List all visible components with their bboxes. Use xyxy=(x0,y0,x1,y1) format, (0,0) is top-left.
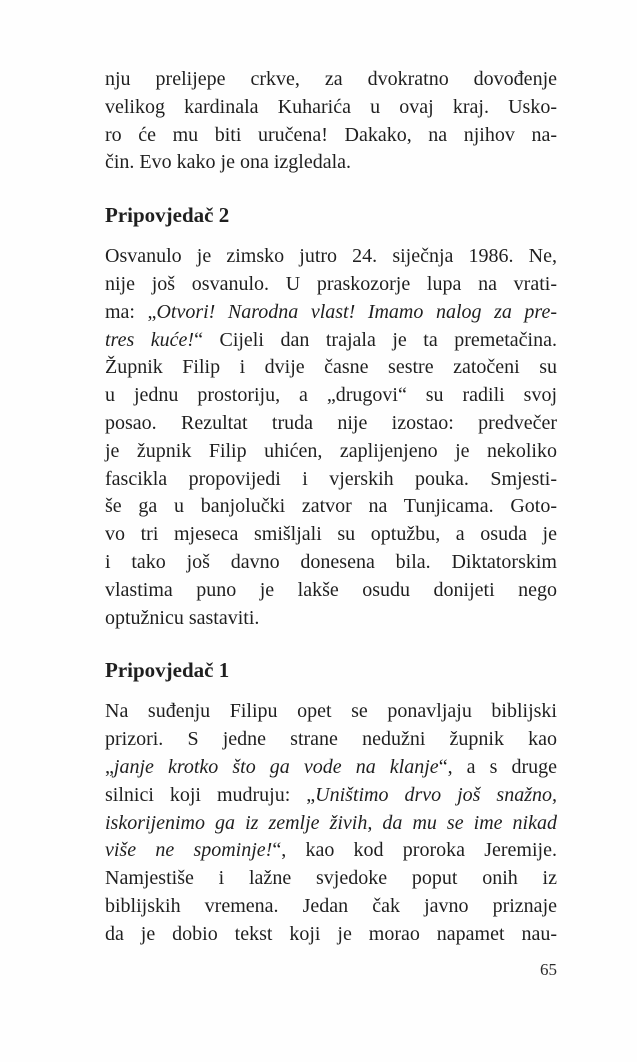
text-line xyxy=(105,66,557,94)
italic-text-segment: više ne spominje! xyxy=(105,839,273,862)
italic-text-segment: tres kuće! xyxy=(105,328,195,351)
text-line xyxy=(105,782,557,810)
italic-text-segment: Otvori! Narodna vlast! Imamo nalog za pre- xyxy=(156,300,557,323)
text-line xyxy=(105,122,557,150)
text-line xyxy=(105,271,557,299)
text-segment: prizori. S jedne strane nedužni župnik kao xyxy=(105,728,557,751)
paragraph-pripovjedac-1 xyxy=(105,698,557,948)
text-line xyxy=(105,354,557,382)
text-segment: fascikla propovijedi i vjerskih pouka. Smjesti- xyxy=(105,467,557,490)
text-line xyxy=(105,810,557,838)
italic-text-segment: iskorijenimo ga iz zemlje živih, da mu se ime nikad xyxy=(105,811,557,834)
text-line xyxy=(105,94,557,122)
text-line xyxy=(105,327,557,355)
paragraph-pripovjedac-2 xyxy=(105,243,557,632)
text-segment: optužnicu sastaviti. xyxy=(105,606,260,629)
text-line xyxy=(105,837,557,865)
text-segment: Župnik Filip i dvije časne sestre zatočeni su xyxy=(105,356,557,379)
heading-pripovjedac-2: Pripovjedač 2 xyxy=(105,203,230,228)
text-segment: „ xyxy=(105,755,114,778)
text-segment: še ga u banjolučki zatvor na Tunjicama. Goto- xyxy=(105,495,557,518)
text-line xyxy=(105,893,557,921)
text-segment: i tako još davno donesena bila. Diktatorskim xyxy=(105,550,557,573)
text-segment: vlastima puno je lakše osudu donijeti nego xyxy=(105,578,557,601)
text-line xyxy=(105,521,557,549)
text-segment: vo tri mjeseca smišljali su optužbu, a osuda je xyxy=(105,523,557,546)
text-segment: Namjestiše i lažne svjedoke poput onih iz xyxy=(105,867,557,890)
text-line xyxy=(105,438,557,466)
text-segment: “, a s druge xyxy=(438,755,558,778)
text-segment: da je dobio tekst koji je morao napamet nau- xyxy=(105,922,557,945)
text-line xyxy=(105,921,557,949)
text-segment: Na suđenju Filipu opet se ponavljaju biblijski xyxy=(105,700,557,723)
italic-text-segment: Uništimo drvo još snažno, xyxy=(315,783,558,806)
text-block xyxy=(105,66,557,949)
italic-text-segment: janje krotko što ga vode na klanje xyxy=(113,755,439,778)
text-line xyxy=(105,577,557,605)
text-segment: silnici koji mudruju: „ xyxy=(105,783,316,806)
text-segment: “, kao kod proroka Jeremije. xyxy=(272,839,557,862)
text-segment: posao. Rezultat truda nije izostao: predvečer xyxy=(105,411,557,434)
text-line xyxy=(105,605,557,633)
text-line xyxy=(105,149,557,177)
text-line xyxy=(105,382,557,410)
text-line xyxy=(105,698,557,726)
text-segment: čin. Evo kako je ona izgledala. xyxy=(105,151,352,174)
text-segment: u jednu prostoriju, a „drugovi“ su radili svoj xyxy=(105,384,557,407)
text-line xyxy=(105,726,557,754)
text-segment: ma: „ xyxy=(105,300,157,323)
text-line xyxy=(105,243,557,271)
text-line xyxy=(105,549,557,577)
text-segment: ro će mu biti uručena! Dakako, na njihov na- xyxy=(105,123,557,146)
text-line xyxy=(105,410,557,438)
text-line xyxy=(105,754,557,782)
text-segment: “ Cijeli dan trajala je ta premetačina. xyxy=(194,328,557,351)
text-segment: nije još osvanulo. U praskozorje lupa na vrati- xyxy=(105,272,557,295)
text-segment: je župnik Filip uhićen, zaplijenjeno je nekoliko xyxy=(105,439,557,462)
heading-pripovjedac-1: Pripovjedač 1 xyxy=(105,658,230,683)
text-line xyxy=(105,493,557,521)
text-segment: nju prelijepe crkve, za dvokratno dovođenje xyxy=(105,68,557,90)
text-line xyxy=(105,299,557,327)
text-segment: biblijskih vremena. Jedan čak javno priznaje xyxy=(105,894,557,917)
paragraph-continuation xyxy=(105,66,557,177)
text-line xyxy=(105,466,557,494)
text-segment: velikog kardinala Kuharića u ovaj kraj. Usko- xyxy=(105,95,557,118)
page-number: 65 xyxy=(540,960,557,979)
text-segment: Osvanulo je zimsko jutro 24. siječnja 1986. Ne, xyxy=(105,245,557,268)
text-line xyxy=(105,865,557,893)
